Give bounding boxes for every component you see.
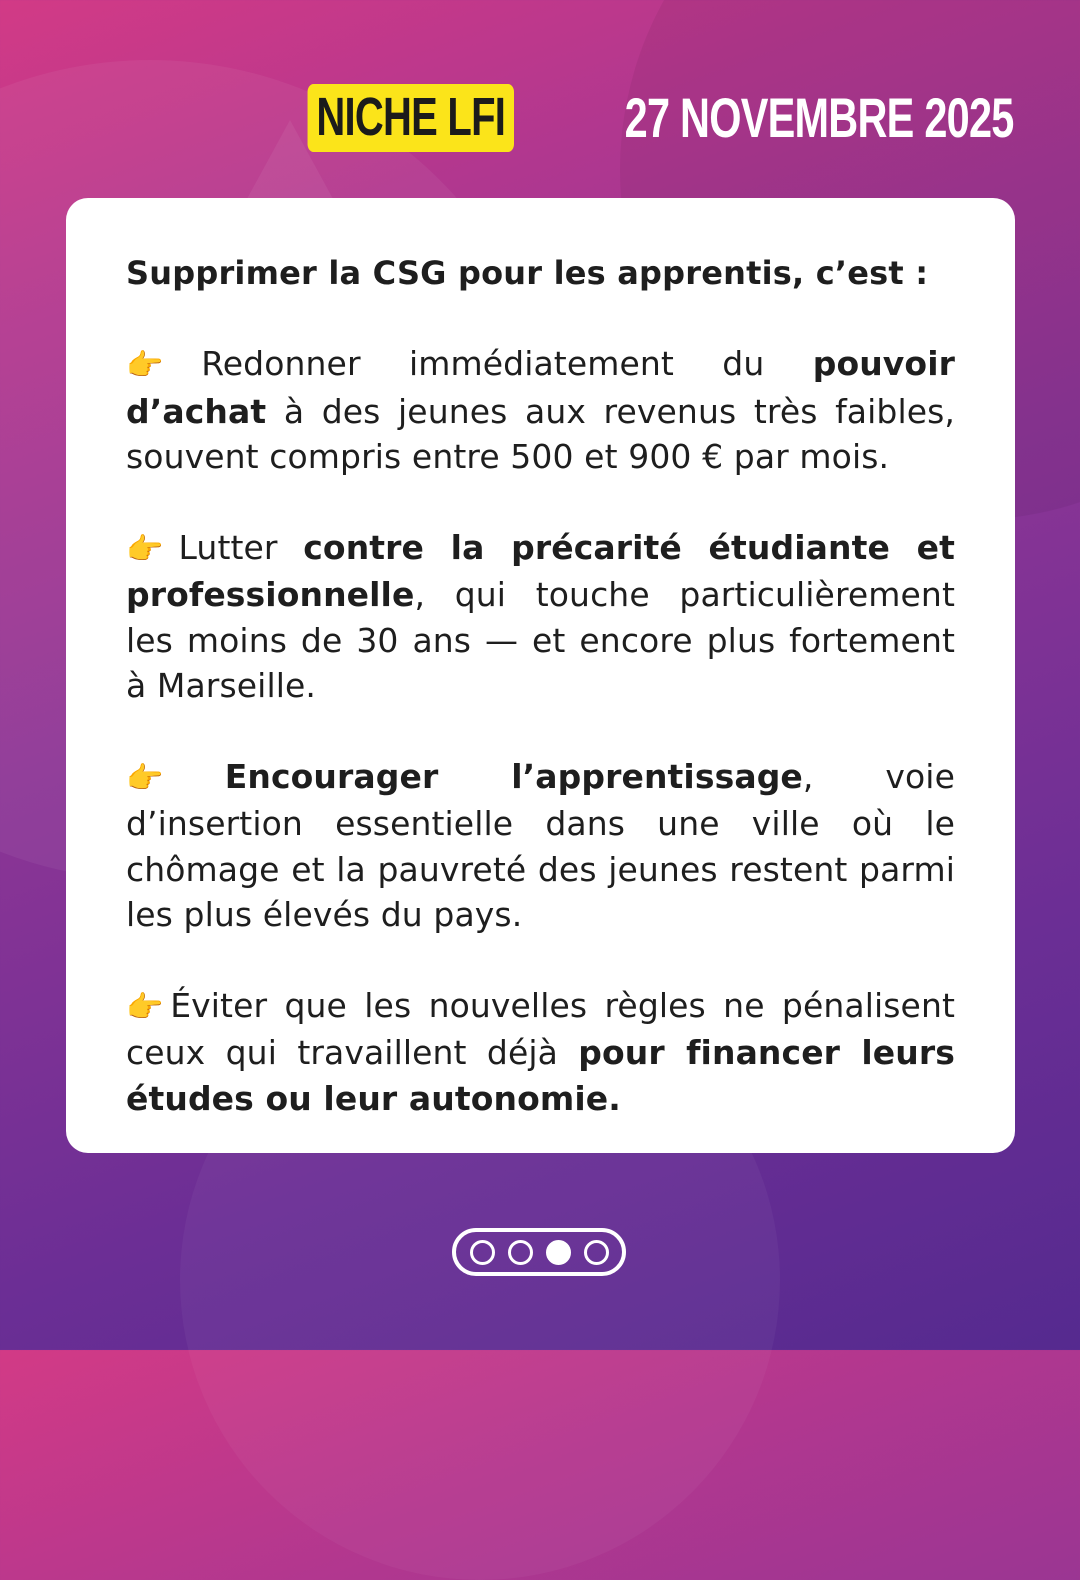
paragraph-text: Éviter que les nouvelles règles ne pénalisent ceux qui travaillent déjà bbox=[126, 985, 955, 1072]
paragraph-text: Redonner immédiatement du bbox=[201, 344, 813, 383]
paragraph-emphasis: contre la précarité étudiante et professionnelle bbox=[126, 527, 955, 614]
bullet-paragraph bbox=[126, 525, 955, 709]
pager-dot[interactable] bbox=[584, 1240, 609, 1265]
pointing-hand-icon: 👉 bbox=[126, 760, 225, 796]
date-label: 27 NOVEMBRE 2025 bbox=[625, 86, 1014, 149]
pager-dot[interactable] bbox=[508, 1240, 533, 1265]
pointing-hand-icon: 👉 bbox=[126, 989, 171, 1025]
header bbox=[235, 84, 1014, 152]
pager-dot[interactable] bbox=[546, 1240, 571, 1265]
paragraph-text: Lutter bbox=[178, 527, 304, 567]
bullet-paragraph bbox=[126, 754, 955, 938]
paragraph-emphasis: Encourager l’apprentissage bbox=[224, 756, 803, 796]
bullet-paragraph bbox=[126, 983, 955, 1122]
paragraph-text: , qui touche particulièrement les moins de 30 ans — et encore plus fortement à Marseille. bbox=[126, 575, 955, 705]
intro-heading: Supprimer la CSG pour les apprentis, c’est : bbox=[126, 254, 929, 292]
paragraph-text: , voie d’insertion essentielle dans une ville où le chômage et la pauvreté des jeunes restent parmi les plus élevés du pays. bbox=[126, 756, 955, 934]
paragraph-text: à des jeunes aux revenus très faibles, souvent compris entre 500 et 900 € par mois. bbox=[126, 391, 955, 476]
paragraph-emphasis: pouvoir d’achat bbox=[126, 344, 955, 431]
carousel-pager[interactable] bbox=[452, 1228, 626, 1276]
bullet-paragraph bbox=[126, 341, 955, 480]
pager-dot[interactable] bbox=[470, 1240, 495, 1265]
pointing-hand-icon: 👉 bbox=[126, 531, 179, 567]
content-card bbox=[66, 198, 1015, 1153]
paragraph-emphasis: pour financer leurs études ou leur autonomie. bbox=[126, 1033, 955, 1118]
pointing-hand-icon: 👉 bbox=[126, 348, 202, 383]
niche-tag: NICHE LFI bbox=[308, 84, 514, 152]
